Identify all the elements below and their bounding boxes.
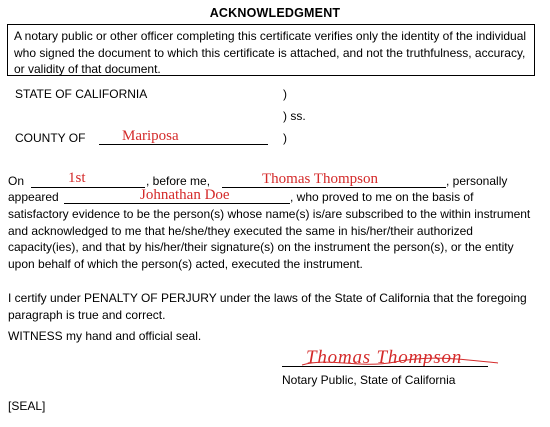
proved-text: , who proved to me on the basis of: [290, 190, 474, 204]
venue-paren-1: ): [283, 87, 287, 101]
signature-caption: Notary Public, State of California: [282, 373, 456, 387]
form-title: ACKNOWLEDGMENT: [209, 6, 341, 20]
personally-text: , personally: [446, 174, 508, 188]
county-field[interactable]: Mariposa: [122, 128, 179, 144]
signer-name-field[interactable]: Johnathan Doe: [140, 187, 230, 203]
venue-paren-2: ): [283, 131, 287, 145]
notary-name-field[interactable]: Thomas Thompson: [262, 171, 378, 187]
witness-statement: WITNESS my hand and official seal.: [8, 329, 202, 343]
signer-name-underline: [64, 203, 290, 204]
county-label: COUNTY OF: [15, 131, 86, 145]
seal-placeholder: [SEAL]: [8, 399, 46, 413]
county-underline: [99, 144, 268, 145]
before-me-text: , before me,: [146, 174, 211, 188]
venue-ss: ) ss.: [283, 109, 306, 123]
signature-line: [282, 366, 488, 367]
date-underline: [31, 187, 145, 188]
state-label: STATE OF CALIFORNIA: [15, 87, 148, 101]
on-label: On: [8, 174, 25, 188]
date-field[interactable]: 1st: [68, 170, 86, 186]
appeared-label: appeared: [8, 190, 59, 204]
signature-text: Thomas Thompson: [306, 347, 463, 368]
acknowledgment-paragraph: satisfactory evidence to be the person(s) whose name(s) is/are subscribed to the within instrument and acknowledged to me that he/she/they executed the same in his/her/their authorized capacity(ies), and that by his/her/their signature(s) on the instrument the person(s), or the entity upon behalf of which the person(s) acted, executed the instrument.: [8, 207, 531, 271]
perjury-statement: I certify under PENALTY OF PERJURY under the laws of the State of California that the foregoing paragraph is true and correct.: [8, 291, 527, 322]
notice-box: A notary public or other officer completing this certificate verifies only the identity of the individual who signed the document to which this certificate is attached, and not the truthfulness, accuracy, or validity of that document.: [7, 24, 535, 76]
notary-name-underline: [222, 187, 446, 188]
